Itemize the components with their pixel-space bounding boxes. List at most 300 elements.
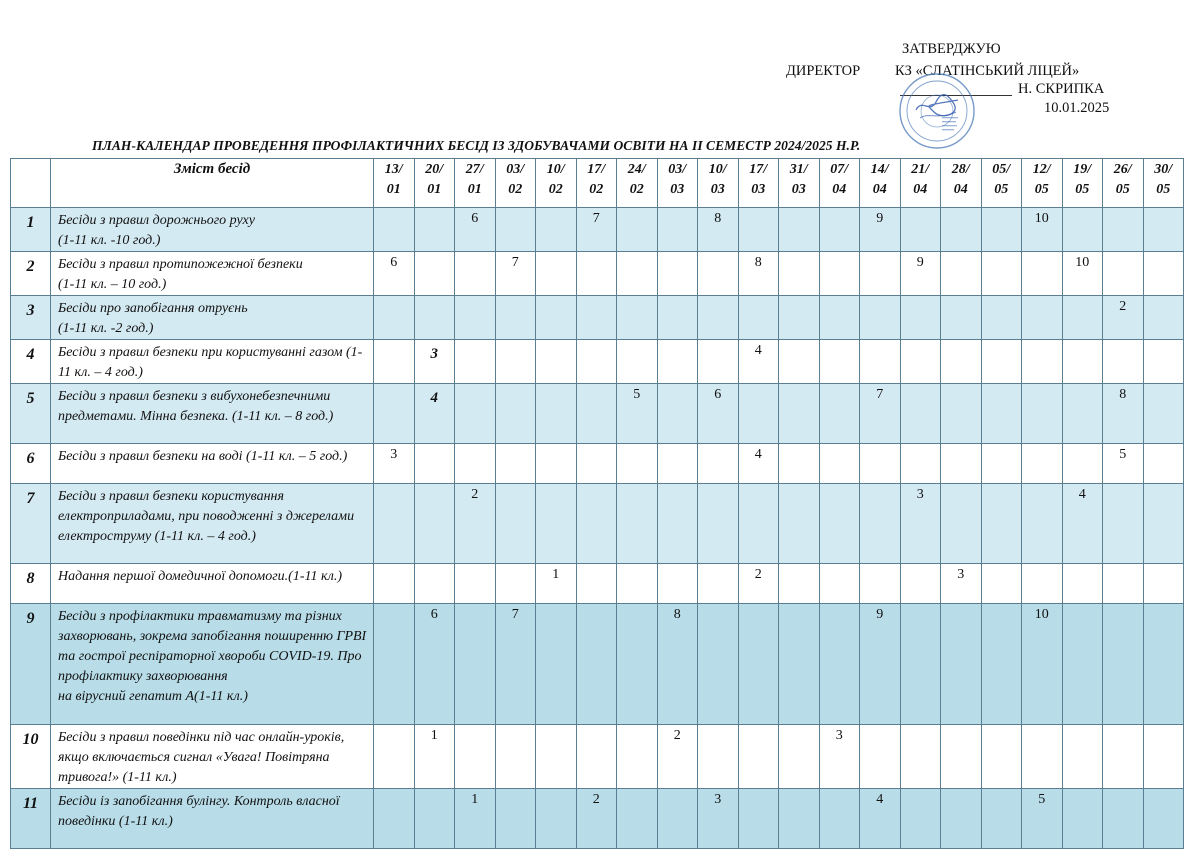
session-cell <box>900 789 941 849</box>
date-header <box>860 159 901 208</box>
session-cell <box>819 604 860 725</box>
session-cell <box>617 340 658 384</box>
date-month: 05 <box>1075 182 1090 197</box>
session-cell: 9 <box>860 208 901 252</box>
session-cell <box>657 384 698 444</box>
row-topic: Бесіди з профілактики травматизму та різних захворювань, зокрема запобігання поширенню ГРВІ та гострої респіраторної хвороби COVID-19. Про профілактику захворювання на вірусний гепатит А(1-11 кл.) <box>51 604 374 725</box>
session-cell <box>536 484 577 564</box>
date-header <box>981 159 1022 208</box>
session-cell <box>941 296 982 340</box>
date-month: 03 <box>670 182 685 197</box>
seal-stamp <box>898 72 976 150</box>
session-cell <box>1022 484 1063 564</box>
session-cell <box>941 604 982 725</box>
row-topic: Бесіди з правил безпеки при користуванні газом (1-11 кл. – 4 год.) <box>51 340 374 384</box>
session-cell <box>617 252 658 296</box>
session-cell <box>617 296 658 340</box>
date-month: 03 <box>710 182 725 197</box>
session-cell <box>1062 564 1103 604</box>
table-row <box>11 208 1184 252</box>
date-day: 28/ <box>951 162 970 177</box>
session-cell <box>1103 484 1144 564</box>
session-cell <box>455 340 496 384</box>
session-cell <box>617 604 658 725</box>
session-cell <box>941 444 982 484</box>
date-day: 10/ <box>546 162 565 177</box>
date-day: 07/ <box>830 162 849 177</box>
session-cell <box>779 296 820 340</box>
session-cell <box>617 789 658 849</box>
session-cell <box>536 789 577 849</box>
session-cell <box>819 444 860 484</box>
date-day: 10/ <box>708 162 727 177</box>
date-day: 27/ <box>465 162 484 177</box>
date-month: 04 <box>953 182 968 197</box>
date-day: 26/ <box>1113 162 1132 177</box>
table-row <box>11 252 1184 296</box>
session-cell <box>1143 384 1184 444</box>
session-cell <box>860 484 901 564</box>
date-header <box>779 159 820 208</box>
session-cell <box>374 484 415 564</box>
session-cell <box>1062 725 1103 789</box>
session-cell <box>1143 604 1184 725</box>
date-day: 31/ <box>789 162 808 177</box>
session-cell <box>819 484 860 564</box>
session-cell <box>1022 564 1063 604</box>
date-month: 01 <box>386 182 401 197</box>
session-cell <box>495 789 536 849</box>
row-topic: Бесіди з правил безпеки користування електроприладами, при поводженні з джерелами електроструму (1-11 кл. – 4 год.) <box>51 484 374 564</box>
session-cell <box>1143 564 1184 604</box>
session-cell <box>1062 789 1103 849</box>
date-header <box>576 159 617 208</box>
date-header <box>414 159 455 208</box>
date-header <box>1062 159 1103 208</box>
session-cell <box>779 444 820 484</box>
date-month: 05 <box>994 182 1009 197</box>
date-header <box>1022 159 1063 208</box>
date-day: 14/ <box>870 162 889 177</box>
table-row <box>11 384 1184 444</box>
session-cell <box>981 789 1022 849</box>
school-name: КЗ «СЛАТІНСЬКИЙ ЛІЦЕЙ» <box>895 63 1080 79</box>
session-cell <box>738 484 779 564</box>
row-topic: Бесіди із запобігання булінгу. Контроль власної поведінки (1-11 кл.) <box>51 789 374 849</box>
session-cell <box>900 296 941 340</box>
session-cell <box>1143 725 1184 789</box>
session-cell <box>981 484 1022 564</box>
row-topic: Надання першої домедичної допомоги.(1-11 кл.) <box>51 564 374 604</box>
date-day: 03/ <box>506 162 525 177</box>
session-cell <box>576 252 617 296</box>
session-cell: 9 <box>900 252 941 296</box>
date-header <box>455 159 496 208</box>
session-cell: 4 <box>1062 484 1103 564</box>
date-day: 30/ <box>1154 162 1173 177</box>
session-cell <box>981 208 1022 252</box>
session-cell <box>941 484 982 564</box>
session-cell <box>819 564 860 604</box>
date-header <box>698 159 739 208</box>
session-cell <box>1103 252 1144 296</box>
session-cell <box>819 252 860 296</box>
table-row <box>11 484 1184 564</box>
session-cell: 7 <box>576 208 617 252</box>
session-cell: 1 <box>536 564 577 604</box>
session-cell <box>576 384 617 444</box>
session-cell <box>617 444 658 484</box>
session-cell: 4 <box>738 340 779 384</box>
session-cell <box>455 604 496 725</box>
session-cell <box>374 604 415 725</box>
session-cell <box>657 208 698 252</box>
session-cell <box>1143 340 1184 384</box>
date-day: 20/ <box>425 162 444 177</box>
session-cell: 4 <box>738 444 779 484</box>
session-cell <box>414 484 455 564</box>
session-cell <box>698 725 739 789</box>
session-cell <box>536 340 577 384</box>
session-cell <box>576 564 617 604</box>
session-cell <box>455 564 496 604</box>
date-header <box>536 159 577 208</box>
session-cell <box>495 296 536 340</box>
session-cell <box>536 725 577 789</box>
date-header <box>495 159 536 208</box>
session-cell <box>657 484 698 564</box>
signer-name: Н. СКРИПКА <box>1018 81 1105 97</box>
date-month: 04 <box>913 182 928 197</box>
session-cell <box>536 604 577 725</box>
session-cell <box>900 384 941 444</box>
session-cell <box>576 725 617 789</box>
session-cell <box>1062 444 1103 484</box>
session-cell <box>657 340 698 384</box>
session-cell <box>941 340 982 384</box>
session-cell <box>414 444 455 484</box>
date-month: 03 <box>751 182 766 197</box>
date-month: 04 <box>872 182 887 197</box>
session-cell <box>374 725 415 789</box>
date-header <box>941 159 982 208</box>
session-cell <box>1143 789 1184 849</box>
session-cell: 8 <box>657 604 698 725</box>
date-header <box>738 159 779 208</box>
row-topic: Бесіди з правил поведінки під час онлайн-уроків, якщо включається сигнал «Увага! Повітряна тривога!» (1-11 кл.) <box>51 725 374 789</box>
session-cell <box>900 444 941 484</box>
session-cell: 2 <box>657 725 698 789</box>
session-cell <box>941 789 982 849</box>
session-cell <box>1022 444 1063 484</box>
session-cell: 10 <box>1022 604 1063 725</box>
session-cell <box>495 564 536 604</box>
session-cell: 7 <box>495 604 536 725</box>
date-day: 03/ <box>668 162 687 177</box>
table-row <box>11 340 1184 384</box>
date-header <box>1143 159 1184 208</box>
session-cell <box>981 564 1022 604</box>
date-month: 01 <box>427 182 442 197</box>
session-cell <box>819 340 860 384</box>
director-label: ДИРЕКТОР <box>786 63 861 79</box>
table-header-row <box>11 159 1184 208</box>
row-topic: Бесіди з правил протипожежної безпеки (1-11 кл. – 10 год.) <box>51 252 374 296</box>
session-cell <box>779 725 820 789</box>
session-cell: 3 <box>698 789 739 849</box>
topic-header: Зміст бесід <box>51 159 374 208</box>
session-cell: 2 <box>576 789 617 849</box>
session-cell <box>1143 296 1184 340</box>
session-cell: 2 <box>738 564 779 604</box>
session-cell <box>698 252 739 296</box>
session-cell: 2 <box>1103 296 1144 340</box>
session-cell <box>779 564 820 604</box>
session-cell: 7 <box>860 384 901 444</box>
session-cell <box>1103 725 1144 789</box>
session-cell <box>536 252 577 296</box>
date-header <box>657 159 698 208</box>
session-cell <box>900 208 941 252</box>
row-number: 11 <box>11 789 51 849</box>
session-cell <box>779 208 820 252</box>
session-cell: 3 <box>819 725 860 789</box>
session-cell: 6 <box>698 384 739 444</box>
page-title: ПЛАН-КАЛЕНДАР ПРОВЕДЕННЯ ПРОФІЛАКТИЧНИХ БЕСІД ІЗ ЗДОБУВАЧАМИ ОСВІТИ НА ІІ СЕМЕСТР 2024/2025 Н.Р. <box>92 138 861 153</box>
session-cell <box>1143 252 1184 296</box>
date-header <box>617 159 658 208</box>
row-topic: Бесіди з правил безпеки на воді (1-11 кл. – 5 год.) <box>51 444 374 484</box>
session-cell <box>941 725 982 789</box>
session-cell <box>900 564 941 604</box>
session-cell <box>981 444 1022 484</box>
session-cell: 6 <box>455 208 496 252</box>
date-day: 21/ <box>911 162 930 177</box>
session-cell <box>455 725 496 789</box>
session-cell <box>981 340 1022 384</box>
session-cell <box>860 725 901 789</box>
session-cell: 7 <box>495 252 536 296</box>
session-cell: 5 <box>617 384 658 444</box>
session-cell <box>495 340 536 384</box>
session-cell: 1 <box>414 725 455 789</box>
session-cell <box>738 384 779 444</box>
session-cell: 3 <box>414 340 455 384</box>
row-number: 1 <box>11 208 51 252</box>
session-cell <box>414 564 455 604</box>
session-cell <box>536 444 577 484</box>
session-cell <box>1143 484 1184 564</box>
table-body <box>11 208 1184 849</box>
date-month: 01 <box>467 182 482 197</box>
date-month: 04 <box>832 182 847 197</box>
num-header <box>11 159 51 208</box>
session-cell <box>657 296 698 340</box>
session-cell <box>374 564 415 604</box>
session-cell: 6 <box>414 604 455 725</box>
session-cell <box>455 296 496 340</box>
session-cell: 6 <box>374 252 415 296</box>
date-day: 17/ <box>587 162 606 177</box>
session-cell <box>1062 208 1103 252</box>
session-cell <box>738 208 779 252</box>
date-month: 05 <box>1115 182 1130 197</box>
session-cell: 1 <box>455 789 496 849</box>
session-cell <box>374 208 415 252</box>
date-day: 19/ <box>1073 162 1092 177</box>
session-cell <box>617 725 658 789</box>
row-number: 6 <box>11 444 51 484</box>
date-header <box>819 159 860 208</box>
session-cell <box>779 252 820 296</box>
session-cell <box>576 604 617 725</box>
row-number: 3 <box>11 296 51 340</box>
session-cell <box>738 296 779 340</box>
approve-label: ЗАТВЕРДЖУЮ <box>902 41 1001 57</box>
table-row <box>11 296 1184 340</box>
session-cell <box>576 296 617 340</box>
session-cell <box>455 444 496 484</box>
session-cell <box>495 208 536 252</box>
session-cell <box>698 340 739 384</box>
date-month: 05 <box>1034 182 1049 197</box>
session-cell <box>738 789 779 849</box>
table-row <box>11 725 1184 789</box>
session-cell: 3 <box>900 484 941 564</box>
session-cell <box>1022 340 1063 384</box>
session-cell <box>374 296 415 340</box>
session-cell <box>698 604 739 725</box>
table-row <box>11 604 1184 725</box>
session-cell <box>374 789 415 849</box>
row-topic: Бесіди з правил безпеки з вибухонебезпечними предметами. Мінна безпека. (1-11 кл. – 8 год.) <box>51 384 374 444</box>
date-month: 02 <box>629 182 644 197</box>
row-number: 8 <box>11 564 51 604</box>
session-cell <box>819 208 860 252</box>
session-cell <box>414 208 455 252</box>
session-cell <box>860 340 901 384</box>
session-cell <box>1022 725 1063 789</box>
date-month: 02 <box>548 182 563 197</box>
session-cell <box>536 296 577 340</box>
session-cell <box>374 340 415 384</box>
session-cell <box>981 384 1022 444</box>
date-month: 05 <box>1156 182 1171 197</box>
session-cell: 4 <box>414 384 455 444</box>
session-cell <box>941 252 982 296</box>
session-cell: 4 <box>860 789 901 849</box>
session-cell <box>900 604 941 725</box>
session-cell: 10 <box>1022 208 1063 252</box>
session-cell: 8 <box>1103 384 1144 444</box>
session-cell <box>1103 564 1144 604</box>
date-month: 02 <box>589 182 604 197</box>
row-number: 9 <box>11 604 51 725</box>
session-cell <box>414 296 455 340</box>
session-cell <box>374 384 415 444</box>
session-cell <box>657 789 698 849</box>
schedule-table <box>10 158 1184 849</box>
session-cell <box>698 564 739 604</box>
session-cell <box>495 725 536 789</box>
session-cell <box>698 444 739 484</box>
session-cell <box>1062 384 1103 444</box>
date-day: 05/ <box>992 162 1011 177</box>
date-month: 02 <box>508 182 523 197</box>
session-cell <box>900 725 941 789</box>
row-number: 7 <box>11 484 51 564</box>
date-month: 03 <box>791 182 806 197</box>
session-cell: 9 <box>860 604 901 725</box>
session-cell <box>900 340 941 384</box>
session-cell <box>455 252 496 296</box>
session-cell <box>657 564 698 604</box>
session-cell: 5 <box>1022 789 1063 849</box>
session-cell <box>819 789 860 849</box>
session-cell <box>981 296 1022 340</box>
session-cell <box>1143 444 1184 484</box>
session-cell <box>536 208 577 252</box>
session-cell: 2 <box>455 484 496 564</box>
row-number: 10 <box>11 725 51 789</box>
session-cell <box>941 208 982 252</box>
approval-date: 10.01.2025 <box>1044 100 1110 116</box>
session-cell <box>981 252 1022 296</box>
session-cell <box>941 384 982 444</box>
session-cell <box>1062 296 1103 340</box>
session-cell <box>1103 208 1144 252</box>
session-cell: 8 <box>738 252 779 296</box>
date-day: 17/ <box>749 162 768 177</box>
session-cell <box>657 444 698 484</box>
table-row <box>11 564 1184 604</box>
session-cell: 3 <box>941 564 982 604</box>
session-cell <box>779 484 820 564</box>
row-topic: Бесіди з правил дорожнього руху (1-11 кл. -10 год.) <box>51 208 374 252</box>
date-header <box>1103 159 1144 208</box>
session-cell <box>414 252 455 296</box>
session-cell <box>779 384 820 444</box>
session-cell: 10 <box>1062 252 1103 296</box>
session-cell <box>779 789 820 849</box>
session-cell <box>617 484 658 564</box>
session-cell <box>1022 252 1063 296</box>
session-cell <box>698 296 739 340</box>
session-cell <box>981 604 1022 725</box>
row-number: 5 <box>11 384 51 444</box>
date-header <box>900 159 941 208</box>
session-cell <box>860 296 901 340</box>
session-cell <box>738 604 779 725</box>
session-cell <box>495 484 536 564</box>
date-day: 13/ <box>384 162 403 177</box>
table-row <box>11 444 1184 484</box>
session-cell: 8 <box>698 208 739 252</box>
date-day: 12/ <box>1032 162 1051 177</box>
session-cell <box>1062 604 1103 725</box>
session-cell <box>1022 384 1063 444</box>
session-cell <box>1103 340 1144 384</box>
table-row <box>11 789 1184 849</box>
session-cell <box>495 444 536 484</box>
session-cell <box>860 444 901 484</box>
session-cell <box>1022 296 1063 340</box>
session-cell <box>1143 208 1184 252</box>
session-cell <box>414 789 455 849</box>
session-cell <box>738 725 779 789</box>
session-cell <box>495 384 536 444</box>
session-cell: 5 <box>1103 444 1144 484</box>
